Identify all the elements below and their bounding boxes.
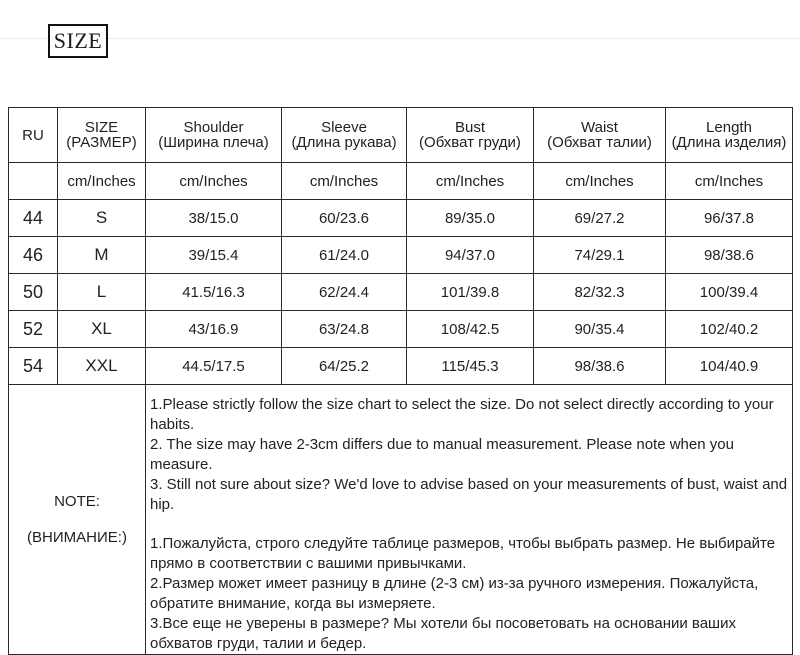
cell-sleeve: 60/23.6 (282, 200, 407, 237)
cell-sleeve: 63/24.8 (282, 311, 407, 348)
cell-bust: 94/37.0 (407, 237, 534, 274)
top-divider (0, 38, 800, 39)
header-length: Length (Длина изделия) (666, 108, 793, 163)
cell-bust: 108/42.5 (407, 311, 534, 348)
cell-waist: 82/32.3 (534, 274, 666, 311)
table-row (9, 200, 793, 237)
header-row (9, 108, 793, 163)
units-bust: cm/Inches (407, 163, 534, 200)
note-ru-3: 3.Все еще не уверены в размере? Мы хотели бы посоветовать на основании ваших обхватов груди, талии и бедер. (150, 615, 736, 652)
cell-length: 102/40.2 (666, 311, 793, 348)
cell-sleeve: 64/25.2 (282, 348, 407, 385)
note-ru-2: 2.Размер может имеет разницу в длине (2-3 см) из-за ручного измерения. Пожалуйста, обратите внимание, когда вы измеряете. (150, 575, 759, 612)
cell-bust: 89/35.0 (407, 200, 534, 237)
cell-shoulder: 39/15.4 (146, 237, 282, 274)
cell-sleeve: 62/24.4 (282, 274, 407, 311)
header-waist: Waist (Обхват талии) (534, 108, 666, 163)
cell-shoulder: 41.5/16.3 (146, 274, 282, 311)
size-chart-table (8, 107, 793, 655)
cell-size: M (58, 237, 146, 274)
units-size: cm/Inches (58, 163, 146, 200)
header-shoulder: Shoulder (Ширина плеча) (146, 108, 282, 163)
cell-bust: 101/39.8 (407, 274, 534, 311)
cell-shoulder: 44.5/17.5 (146, 348, 282, 385)
units-waist: cm/Inches (534, 163, 666, 200)
units-ru (9, 163, 58, 200)
cell-length: 100/39.4 (666, 274, 793, 311)
cell-shoulder: 38/15.0 (146, 200, 282, 237)
cell-waist: 98/38.6 (534, 348, 666, 385)
cell-length: 104/40.9 (666, 348, 793, 385)
cell-waist: 90/35.4 (534, 311, 666, 348)
cell-ru: 52 (9, 311, 58, 348)
note-en-2: 2. The size may have 2-3cm differs due to manual measurement. Please note when you measure. (150, 436, 734, 473)
header-ru: RU (9, 108, 58, 163)
header-size: SIZE (РАЗМЕР) (58, 108, 146, 163)
note-ru-1: 1.Пожалуйста, строго следуйте таблице размеров, чтобы выбрать размер. Не выбирайте прямо в соответствии с вашими привычками. (150, 535, 776, 572)
note-label-ru: (ВНИМАНИЕ:) (27, 528, 127, 546)
cell-ru: 46 (9, 237, 58, 274)
header-sleeve: Sleeve (Длина рукава) (282, 108, 407, 163)
units-sleeve: cm/Inches (282, 163, 407, 200)
units-row (9, 163, 793, 200)
cell-size: S (58, 200, 146, 237)
note-label: NOTE: (54, 492, 100, 510)
table-row (9, 237, 793, 274)
note-en-3: 3. Still not sure about size? We'd love to advise based on your measurements of bust, waist and hip. (150, 476, 788, 513)
cell-waist: 74/29.1 (534, 237, 666, 274)
cell-shoulder: 43/16.9 (146, 311, 282, 348)
table-row (9, 348, 793, 385)
cell-ru: 50 (9, 274, 58, 311)
notes-cell (146, 385, 793, 655)
note-label-cell (9, 385, 146, 655)
cell-ru: 44 (9, 200, 58, 237)
size-badge: SIZE (48, 24, 108, 58)
note-en-1: 1.Please strictly follow the size chart to select the size. Do not select directly according to your habits. (150, 396, 774, 433)
note-row (9, 385, 793, 655)
table-row (9, 311, 793, 348)
table-row (9, 274, 793, 311)
cell-size: XXL (58, 348, 146, 385)
cell-sleeve: 61/24.0 (282, 237, 407, 274)
units-shoulder: cm/Inches (146, 163, 282, 200)
units-length: cm/Inches (666, 163, 793, 200)
cell-size: L (58, 274, 146, 311)
cell-ru: 54 (9, 348, 58, 385)
cell-bust: 115/45.3 (407, 348, 534, 385)
header-bust: Bust (Обхват груди) (407, 108, 534, 163)
cell-waist: 69/27.2 (534, 200, 666, 237)
cell-size: XL (58, 311, 146, 348)
cell-length: 98/38.6 (666, 237, 793, 274)
cell-length: 96/37.8 (666, 200, 793, 237)
